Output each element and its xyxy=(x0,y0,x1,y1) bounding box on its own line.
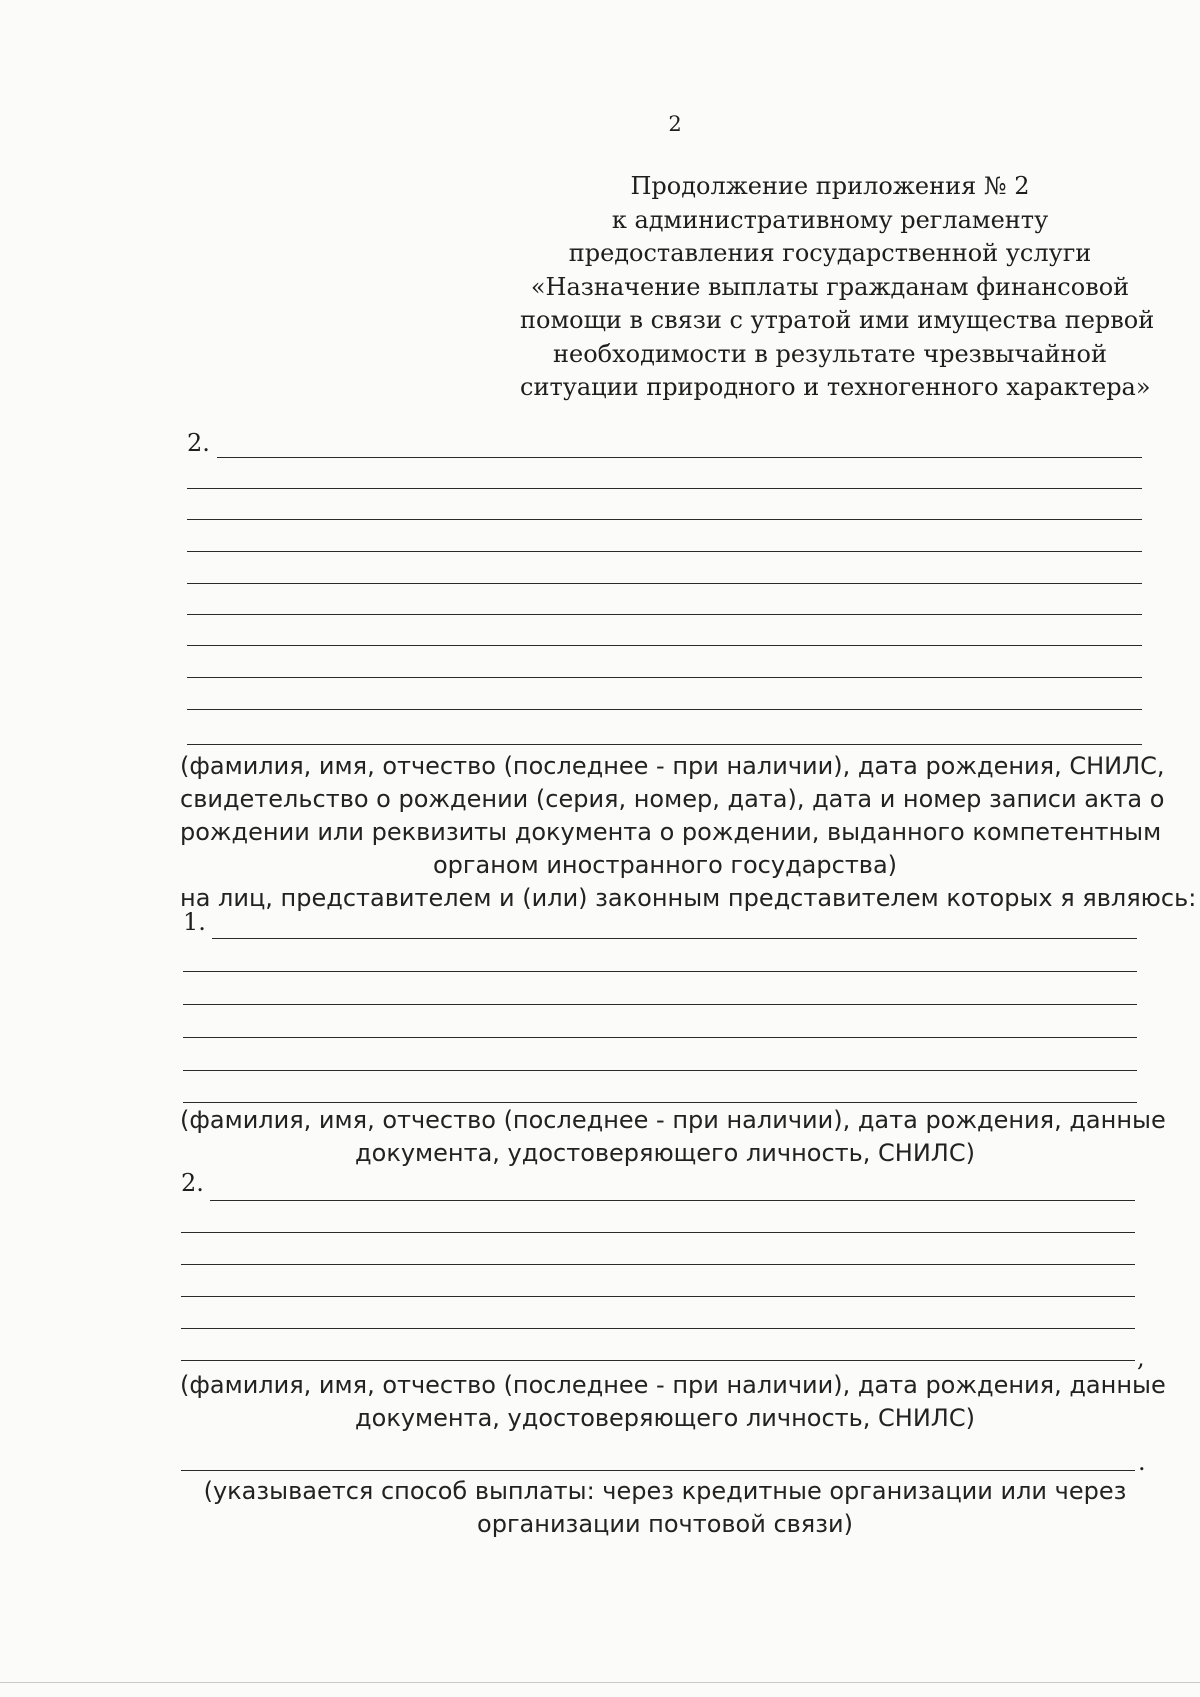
persons-intro: на лиц, представителем и (или) законным представителем которых я являюсь: xyxy=(180,884,1197,912)
caption-line: документа, удостоверяющего личность, СНИЛС) xyxy=(355,1404,975,1432)
caption-line: органом иностранного государства) xyxy=(432,851,898,879)
header-line: предоставления государственной услуги xyxy=(568,239,1092,267)
fill-line[interactable] xyxy=(187,583,1142,584)
fill-line[interactable] xyxy=(183,1037,1137,1038)
caption-line: организации почтовой связи) xyxy=(477,1510,853,1538)
fill-line[interactable] xyxy=(217,457,1142,458)
header-line: необходимости в результате чрезвычайной xyxy=(553,339,1107,368)
fill-line[interactable] xyxy=(183,1004,1137,1005)
fill-line[interactable] xyxy=(187,744,1142,745)
item-number-label: 2. xyxy=(181,1169,204,1197)
fill-line[interactable] xyxy=(210,1200,1135,1201)
field-caption xyxy=(180,750,1165,882)
fill-line[interactable] xyxy=(187,645,1142,646)
caption-line: (указывается способ выплаты: через кредитные организации или через xyxy=(203,1477,1127,1505)
fill-line[interactable] xyxy=(183,1102,1137,1103)
fill-line[interactable] xyxy=(181,1296,1135,1297)
scan-edge-line xyxy=(0,1682,1200,1683)
header-line: «Назначение выплаты гражданам финансовой xyxy=(530,272,1130,301)
fill-line[interactable] xyxy=(183,1070,1137,1071)
header-line: помощи в связи с утратой ими имущества первой xyxy=(520,306,1155,334)
caption-line: (фамилия, имя, отчество (последнее - при наличии), дата рождения, СНИЛС, xyxy=(180,752,1165,780)
caption-line: (фамилия, имя, отчество (последнее - при наличии), дата рождения, данные xyxy=(180,1106,1166,1134)
header-line: к административному регламенту xyxy=(611,205,1049,234)
field-caption xyxy=(180,1475,1150,1541)
trailing-comma: , xyxy=(1137,1344,1145,1372)
field-caption xyxy=(180,1369,1166,1435)
fill-line[interactable] xyxy=(181,1264,1135,1265)
fill-line[interactable] xyxy=(187,709,1142,710)
caption-line: свидетельство о рождении (серия, номер, дата), дата и номер записи акта о xyxy=(180,785,1165,813)
caption-line: (фамилия, имя, отчество (последнее - при наличии), дата рождения, данные xyxy=(180,1371,1166,1399)
fill-line[interactable] xyxy=(183,971,1137,972)
appendix-header xyxy=(520,170,1155,405)
fill-line[interactable] xyxy=(181,1328,1135,1329)
page-number: 2 xyxy=(668,112,682,136)
fill-line[interactable] xyxy=(187,551,1142,552)
trailing-period: . xyxy=(1138,1448,1146,1476)
field-caption xyxy=(180,1104,1166,1170)
fill-line[interactable] xyxy=(212,938,1137,939)
item-number-label: 1. xyxy=(183,908,206,936)
fill-line[interactable] xyxy=(181,1232,1135,1233)
header-line: ситуации природного и техногенного характера» xyxy=(520,373,1151,401)
item-number-label: 2. xyxy=(187,429,210,457)
caption-line: рождении или реквизиты документа о рождении, выданного компетентным xyxy=(180,818,1162,846)
caption-line: документа, удостоверяющего личность, СНИЛС) xyxy=(355,1139,975,1167)
header-line: Продолжение приложения № 2 xyxy=(630,172,1030,200)
fill-line[interactable] xyxy=(187,614,1142,615)
fill-line[interactable] xyxy=(187,677,1142,678)
fill-line[interactable] xyxy=(187,488,1142,489)
payment-method-line[interactable] xyxy=(181,1470,1135,1471)
fill-line[interactable] xyxy=(187,519,1142,520)
fill-line[interactable] xyxy=(181,1360,1135,1361)
